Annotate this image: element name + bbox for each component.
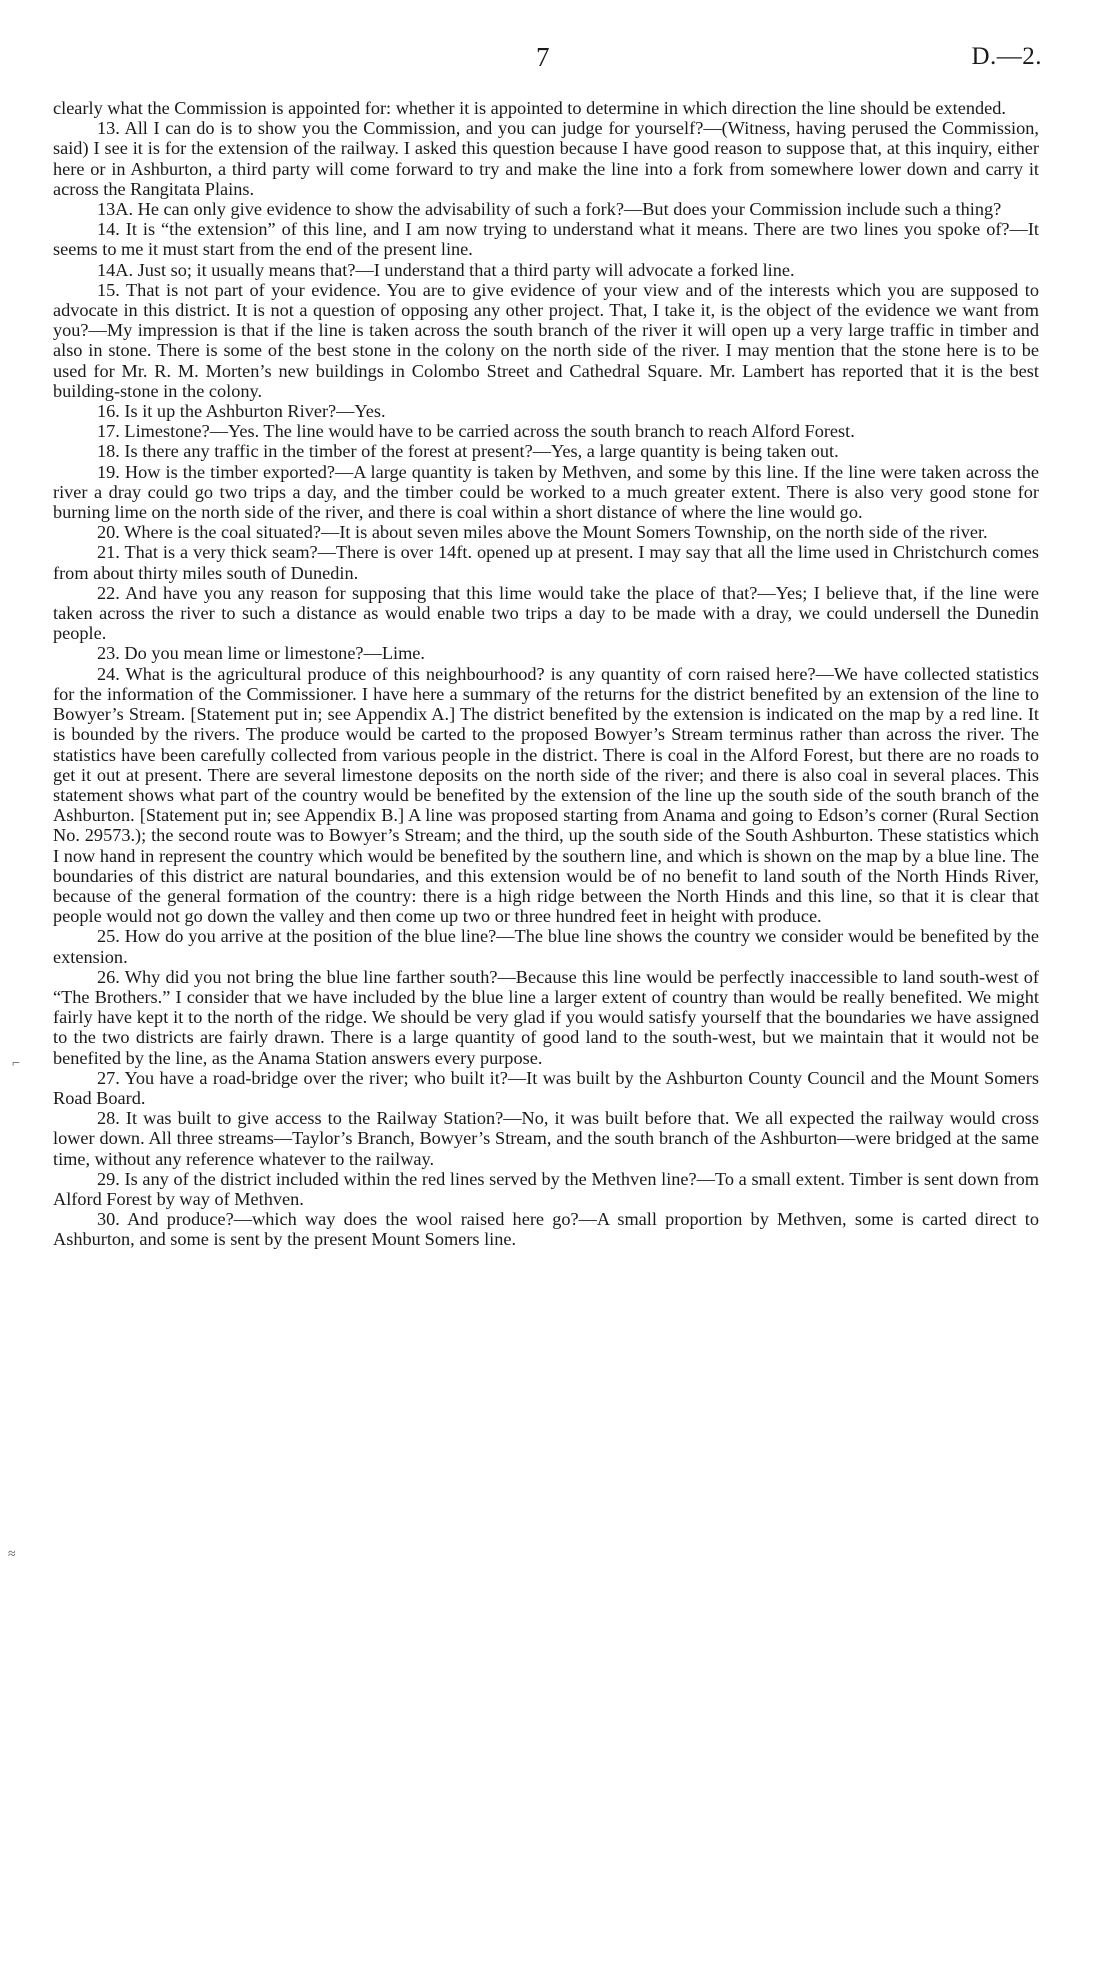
- paragraph: 30. And produce?—which way does the wool raised here go?—A small proportion by Methven, some is carted direct to Ashburton, and some is sent by the present Mount Somers line.: [53, 1209, 1039, 1250]
- paragraph: clearly what the Commission is appointed for: whether it is appointed to determine in which direction the line should be extended.: [53, 98, 1006, 118]
- paragraph: 15. That is not part of your evidence. You are to give evidence of your view and of the interests which you are supposed to advocate in this district. It is not a question of opposing any other project. That, I take it, is the object of the evidence we want from you?—My impression is that if the line is taken across the south branch of the river it will open up a very large traffic in timber and also in stone. There is some of the best stone in the colony on the north side of the river. I may mention that the stone here is to be used for Mr. R. M. Morten’s new buildings in Colombo Street and Cathedral Square. Mr. Lambert has reported that it is the best building-stone in the colony.: [53, 279, 1039, 401]
- margin-mark: ⌐: [12, 1056, 20, 1071]
- paragraph: 28. It was built to give access to the Railway Station?—No, it was built before that. We all expected the railway would cross lower down. All three streams—Taylor’s Branch, Bowyer’s Stream, and the south branch of the Ashburton—were bridged at the same time, without any reference whatever to the railway.: [53, 1108, 1039, 1169]
- paragraph: 14A. Just so; it usually means that?—I understand that a third party will advocate a forked line.: [97, 259, 795, 280]
- paragraph: 23. Do you mean lime or limestone?—Lime.: [97, 643, 425, 664]
- paragraph: 22. And have you any reason for supposing that this lime would take the place of that?—Yes; I believe that, if the line were taken across the river to such a distance as would enable two trips a day to be made with a dray, we could undersell the Dunedin people.: [53, 582, 1039, 644]
- paragraph: 13A. He can only give evidence to show the advisability of such a fork?—But does your Commission include such a thing?: [97, 199, 1002, 220]
- paragraph: 19. How is the timber exported?—A large quantity is taken by Methven, and some by this line. If the line were taken across the river a dray could go two trips a day, and the timber could be worked to a much greater extent. There is also very good stone for burning lime on the north side of the river, and there is coal within a short distance of where the line would go.: [53, 461, 1039, 523]
- margin-mark: ≈: [8, 1547, 16, 1562]
- document-reference: D.—2.: [971, 43, 1042, 70]
- paragraph: 26. Why did you not bring the blue line farther south?—Because this line would be perfectly inaccessible to land south-west of “The Brothers.” I consider that we have included by the blue line a larger extent of country than would be really benefited. We might fairly have kept it to the north of the ridge. We should be very glad if you would satisfy yourself that the boundaries we have assigned to the two districts are fairly drawn. There is a large quantity of good land to the south-west, but we maintain that it would not be benefited by the line, as the Anama Station answers every purpose.: [53, 966, 1039, 1068]
- paragraph: 16. Is it up the Ashburton River?—Yes.: [97, 401, 386, 422]
- body-text: [53, 98, 1039, 1250]
- paragraph: 18. Is there any traffic in the timber of the forest at present?—Yes, a large quantity is being taken out.: [97, 441, 839, 462]
- paragraph: 20. Where is the coal situated?—It is about seven miles above the Mount Somers Township, on the north side of the river.: [97, 522, 988, 543]
- page-number: 7: [536, 42, 550, 72]
- paragraph: 21. That is a very thick seam?—There is over 14ft. opened up at present. I may say that all the lime used in Christchurch comes from about thirty miles south of Dunedin.: [53, 542, 1039, 583]
- paragraph: 24. What is the agricultural produce of this neighbourhood? is any quantity of corn raised here?—We have collected statistics for the information of the Commissioner. I have here a summary of the returns for the district benefited by an extension of the line to Bowyer’s Stream. [Statement put in; see Appendix A.] The district benefited by the extension is indicated on the map by a red line. It is bounded by the rivers. The produce would be carted to the proposed Bowyer’s Stream terminus rather than across the river. The statistics have been carefully collected from various people in the district. There is coal in the Alford Forest, but there are no roads to get it out at present. There are several limestone deposits on the north side of the river; and there is also coal in several places. This statement shows what part of the country would be benefited by the extension of the line up the south side of the south branch of the Ashburton. [Statement put in; see Appendix B.] A line was proposed starting from Anama and going to Edson’s corner (Rural Section No. 29573.); the second route was to Bowyer’s Stream; and the third, up the south side of the South Ashburton. These statistics which I now hand in represent the country which would be benefited by the southern line, and which is shown on the map by a blue line. The boundaries of this district are natural boundaries, and this extension would be of no benefit to land south of the North Hinds River, because of the general formation of the country: there is a high ridge between the North Hinds and this line, so that it is clear that people would not go down the valley and then come up two or three hundred feet in height with produce.: [53, 663, 1039, 927]
- paragraph: 13. All I can do is to show you the Commission, and you can judge for yourself?—(Witness, having perused the Commission, said) I see it is for the extension of the railway. I asked this question because I have good reason to suppose that, at this inquiry, either here or in Ashburton, a third party will come forward to try and make the line into a fork from somewhere lower down and carry it across the Rangitata Plains.: [53, 118, 1039, 199]
- paragraph: 27. You have a road-bridge over the river; who built it?—It was built by the Ashburton County Council and the Mount Somers Road Board.: [53, 1067, 1039, 1108]
- paragraph: 17. Limestone?—Yes. The line would have to be carried across the south branch to reach Alford Forest.: [97, 421, 855, 442]
- paragraph: 25. How do you arrive at the position of the blue line?—The blue line shows the country we consider would be benefited by the extension.: [53, 926, 1039, 967]
- paragraph: 14. It is “the extension” of this line, and I am now trying to understand what it means. There are two lines you spoke of?—It seems to me it must start from the end of the present line.: [53, 219, 1039, 260]
- paragraph: 29. Is any of the district included within the red lines served by the Methven line?—To a small extent. Timber is sent down from Alford Forest by way of Methven.: [53, 1168, 1039, 1209]
